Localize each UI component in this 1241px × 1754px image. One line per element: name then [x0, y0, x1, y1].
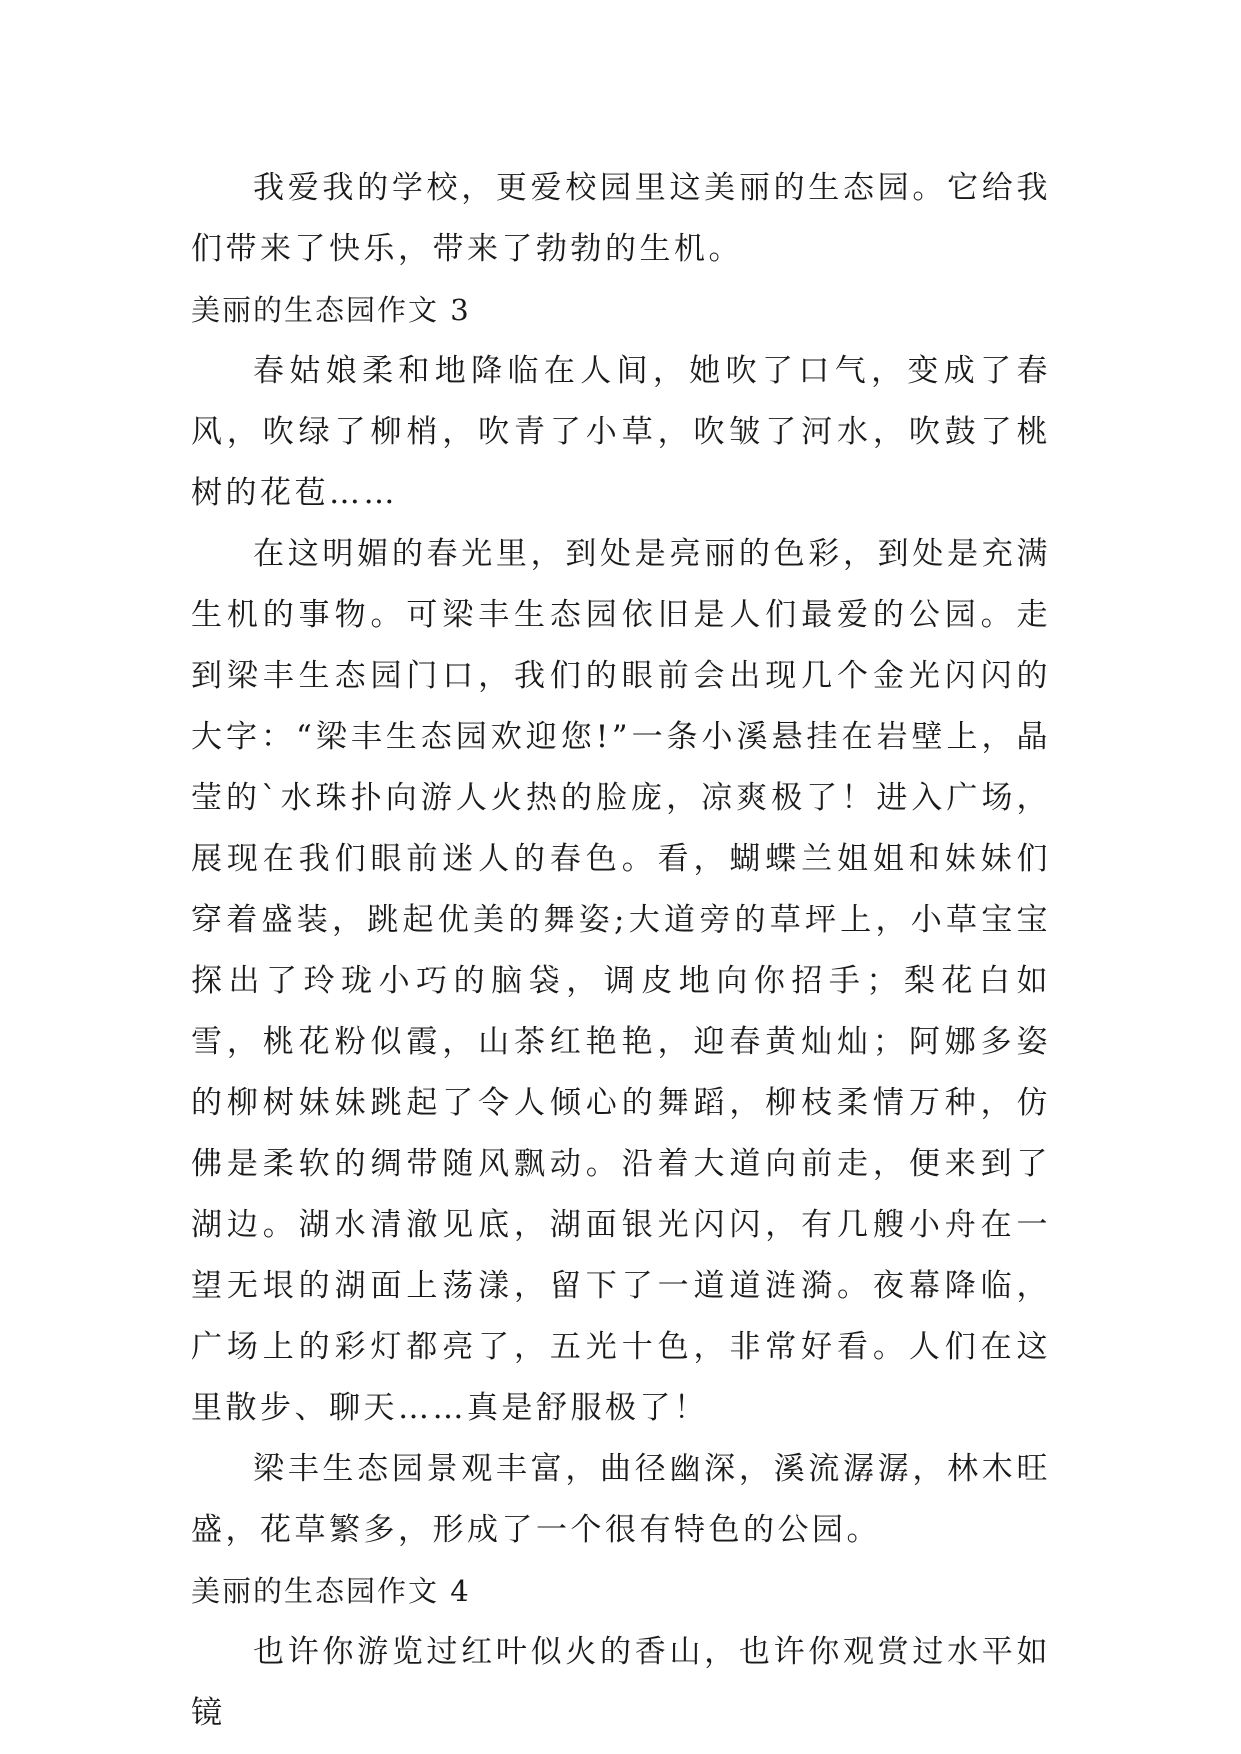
paragraph-school-love: 我爱我的学校，更爱校园里这美丽的生态园。它给我们带来了快乐，带来了勃勃的生机。	[191, 170, 1051, 267]
paragraph-essay-4-opening: 也许你游览过红叶似火的香山，也许你观赏过水平如镜	[191, 1634, 1051, 1731]
paragraph-spring-girl: 春姑娘柔和地降临在人间，她吹了口气，变成了春风，吹绿了柳梢，吹青了小草，吹皱了河水，吹鼓了桃树的花苞……	[191, 353, 1051, 511]
document-body	[191, 158, 1051, 1744]
paragraph-liangfeng-park: 在这明媚的春光里，到处是亮丽的色彩，到处是充满生机的事物。可梁丰生态园依旧是人们最爱的公园。走到梁丰生态园门口，我们的眼前会出现几个金光闪闪的大字：“梁丰生态园欢迎您!”一条小溪悬挂在岩壁上，晶莹的`水珠扑向游人火热的脸庞，凉爽极了！进入广场，展现在我们眼前迷人的春色。看，蝴蝶兰姐姐和妹妹们穿着盛装，跳起优美的舞姿;大道旁的草坪上，小草宝宝探出了玲珑小巧的脑袋，调皮地向你招手；梨花白如雪，桃花粉似霞，山茶红艳艳，迎春黄灿灿；阿娜多姿的柳树妹妹跳起了令人倾心的舞蹈，柳枝柔情万种，仿佛是柔软的绸带随风飘动。沿着大道向前走，便来到了湖边。湖水清澈见底，湖面银光闪闪，有几艘小舟在一望无垠的湖面上荡漾，留下了一道道涟漪。夜幕降临，广场上的彩灯都亮了，五光十色，非常好看。人们在这里散步、聊天……真是舒服极了！	[191, 536, 1051, 1426]
essay-title-4: 美丽的生态园作文 4	[191, 1574, 471, 1608]
essay-title-3: 美丽的生态园作文 3	[191, 293, 471, 327]
paragraph-park-summary: 梁丰生态园景观丰富，曲径幽深，溪流潺潺，林木旺盛，花草繁多，形成了一个很有特色的公园。	[191, 1451, 1051, 1548]
